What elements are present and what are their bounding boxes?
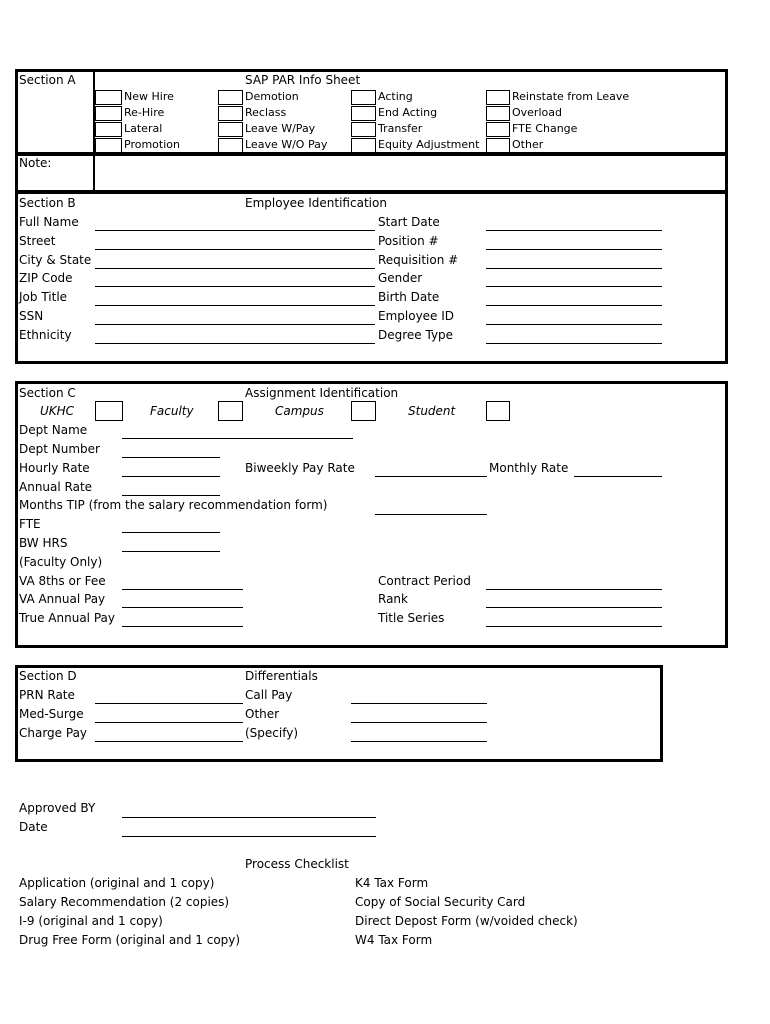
checkbox-re-hire[interactable] [95, 106, 122, 121]
va-annual-pay-label: VA Annual Pay [19, 592, 106, 606]
checkbox-new-hire[interactable] [95, 90, 122, 105]
checkbox-promotion[interactable] [95, 138, 122, 153]
va-8ths-label: VA 8ths or Fee [19, 574, 106, 588]
requisition-number-field[interactable] [486, 251, 662, 269]
hourly-rate-label: Hourly Rate [19, 461, 90, 475]
checkbox-ukhc[interactable] [95, 401, 123, 421]
ssn-field[interactable] [95, 307, 375, 325]
faculty-only-label: (Faculty Only) [19, 555, 103, 569]
checkbox-demotion[interactable] [218, 90, 243, 105]
employee-id-field[interactable] [486, 307, 662, 325]
va-8ths-field[interactable] [122, 572, 243, 590]
med-surge-label: Med-Surge [19, 707, 84, 721]
option-fte-change: FTE Change [512, 122, 578, 135]
checkbox-equity-adjustment[interactable] [351, 138, 376, 153]
biweekly-pay-rate-field[interactable] [375, 459, 487, 477]
section-a-label: Section A [19, 73, 76, 87]
call-pay-label: Call Pay [245, 688, 293, 702]
approved-by-field[interactable] [122, 800, 376, 818]
gender-label: Gender [378, 271, 423, 285]
option-reinstate-from-leave: Reinstate from Leave [512, 90, 630, 103]
title-series-label: Title Series [378, 611, 445, 625]
va-annual-pay-field[interactable] [122, 590, 243, 608]
checkbox-reclass[interactable] [218, 106, 243, 121]
rank-field[interactable] [486, 590, 662, 608]
requisition-number-label: Requisition # [378, 253, 459, 267]
fte-field[interactable] [122, 515, 220, 533]
hourly-rate-field[interactable] [122, 459, 220, 477]
bw-hrs-field[interactable] [122, 534, 220, 552]
section-b-label: Section B [19, 196, 76, 210]
checklist-item-salary-recommendation: Salary Recommendation (2 copies) [19, 895, 230, 909]
section-c-title: Assignment Identification [245, 386, 399, 400]
months-tip-field[interactable] [375, 497, 487, 515]
street-field[interactable] [95, 232, 375, 250]
checkbox-reinstate-from-leave[interactable] [486, 90, 510, 105]
option-leave-w-pay: Leave W/Pay [245, 122, 316, 135]
checkbox-lateral[interactable] [95, 122, 122, 137]
full-name-label: Full Name [19, 215, 79, 229]
type-student-label: Student [408, 404, 456, 418]
checkbox-transfer[interactable] [351, 122, 376, 137]
checklist-item-application: Application (original and 1 copy) [19, 876, 215, 890]
city-state-label: City & State [19, 253, 92, 267]
checklist-item-social-security-card: Copy of Social Security Card [355, 895, 526, 909]
monthly-rate-field[interactable] [574, 459, 662, 477]
city-state-field[interactable] [95, 251, 375, 269]
dept-name-label: Dept Name [19, 423, 88, 437]
med-surge-field[interactable] [95, 705, 243, 723]
contract-period-label: Contract Period [378, 574, 471, 588]
charge-pay-label: Charge Pay [19, 726, 88, 740]
checkbox-campus[interactable] [351, 401, 376, 421]
biweekly-pay-rate-label: Biweekly Pay Rate [245, 461, 355, 475]
option-demotion: Demotion [245, 90, 299, 103]
note-divider [93, 153, 95, 193]
checklist-item-i9: I-9 (original and 1 copy) [19, 914, 163, 928]
checkbox-leave-wo-pay[interactable] [218, 138, 243, 153]
annual-rate-label: Annual Rate [19, 480, 93, 494]
street-label: Street [19, 234, 56, 248]
option-promotion: Promotion [124, 138, 180, 151]
checkbox-fte-change[interactable] [486, 122, 510, 137]
other-differential-field[interactable] [351, 705, 487, 723]
option-acting: Acting [378, 90, 413, 103]
note-input[interactable] [97, 157, 727, 193]
type-ukhc-label: UKHC [40, 404, 75, 418]
ethnicity-field[interactable] [95, 326, 375, 344]
section-b-title: Employee Identification [245, 196, 387, 210]
other-differential-label: Other [245, 707, 280, 721]
checkbox-end-acting[interactable] [351, 106, 376, 121]
degree-type-field[interactable] [486, 326, 662, 344]
start-date-label: Start Date [378, 215, 440, 229]
approval-date-field[interactable] [122, 819, 376, 837]
approved-by-label: Approved BY [19, 801, 96, 815]
type-campus-label: Campus [275, 404, 324, 418]
employee-id-label: Employee ID [378, 309, 455, 323]
section-a-title: SAP PAR Info Sheet [245, 73, 361, 87]
option-re-hire: Re-Hire [124, 106, 165, 119]
option-transfer: Transfer [378, 122, 423, 135]
option-leave-wo-pay: Leave W/O Pay [245, 138, 328, 151]
prn-rate-field[interactable] [95, 686, 243, 704]
months-tip-label: Months TIP (from the salary recommendation form) [19, 498, 328, 512]
checklist-item-w4-tax-form: W4 Tax Form [355, 933, 433, 947]
ssn-label: SSN [19, 309, 44, 323]
true-annual-pay-field[interactable] [122, 609, 243, 627]
start-date-field[interactable] [486, 213, 662, 231]
position-number-field[interactable] [486, 232, 662, 250]
section-c-label: Section C [19, 386, 76, 400]
fte-label: FTE [19, 517, 41, 531]
checkbox-acting[interactable] [351, 90, 376, 105]
prn-rate-label: PRN Rate [19, 688, 75, 702]
rank-label: Rank [378, 592, 408, 606]
section-d-title: Differentials [245, 669, 318, 683]
specify-field[interactable] [351, 724, 487, 742]
checkbox-overload[interactable] [486, 106, 510, 121]
option-equity-adjustment: Equity Adjustment [378, 138, 480, 151]
birth-date-field[interactable] [486, 288, 662, 306]
note-label: Note: [19, 156, 52, 170]
ethnicity-label: Ethnicity [19, 328, 72, 342]
zip-code-label: ZIP Code [19, 271, 73, 285]
checkbox-faculty[interactable] [218, 401, 243, 421]
section-d-label: Section D [19, 669, 77, 683]
checklist-item-k4-tax-form: K4 Tax Form [355, 876, 429, 890]
annual-rate-field[interactable] [122, 478, 220, 496]
option-end-acting: End Acting [378, 106, 438, 119]
gender-field[interactable] [486, 269, 662, 287]
contract-period-field[interactable] [486, 572, 662, 590]
monthly-rate-label: Monthly Rate [489, 461, 569, 475]
call-pay-field[interactable] [351, 686, 487, 704]
checklist-item-drug-free-form: Drug Free Form (original and 1 copy) [19, 933, 241, 947]
option-reclass: Reclass [245, 106, 287, 119]
zip-code-field[interactable] [95, 269, 375, 287]
position-number-label: Position # [378, 234, 439, 248]
job-title-field[interactable] [95, 288, 375, 306]
birth-date-label: Birth Date [378, 290, 440, 304]
option-overload: Overload [512, 106, 562, 119]
degree-type-label: Degree Type [378, 328, 454, 342]
checklist-title: Process Checklist [245, 857, 349, 871]
dept-number-field[interactable] [122, 440, 220, 458]
approval-date-label: Date [19, 820, 48, 834]
checkbox-student[interactable] [486, 401, 510, 421]
checkbox-leave-w-pay[interactable] [218, 122, 243, 137]
job-title-label: Job Title [19, 290, 68, 304]
option-new-hire: New Hire [124, 90, 174, 103]
bw-hrs-label: BW HRS [19, 536, 68, 550]
checkbox-other[interactable] [486, 138, 510, 153]
dept-name-field[interactable] [122, 421, 353, 439]
type-faculty-label: Faculty [150, 404, 194, 418]
title-series-field[interactable] [486, 609, 662, 627]
option-other: Other [512, 138, 544, 151]
charge-pay-field[interactable] [95, 724, 243, 742]
specify-label: (Specify) [245, 726, 299, 740]
option-lateral: Lateral [124, 122, 163, 135]
full-name-field[interactable] [95, 213, 375, 231]
checklist-item-direct-deposit-form: Direct Depost Form (w/voided check) [355, 914, 578, 928]
true-annual-pay-label: True Annual Pay [19, 611, 115, 625]
dept-number-label: Dept Number [19, 442, 100, 456]
